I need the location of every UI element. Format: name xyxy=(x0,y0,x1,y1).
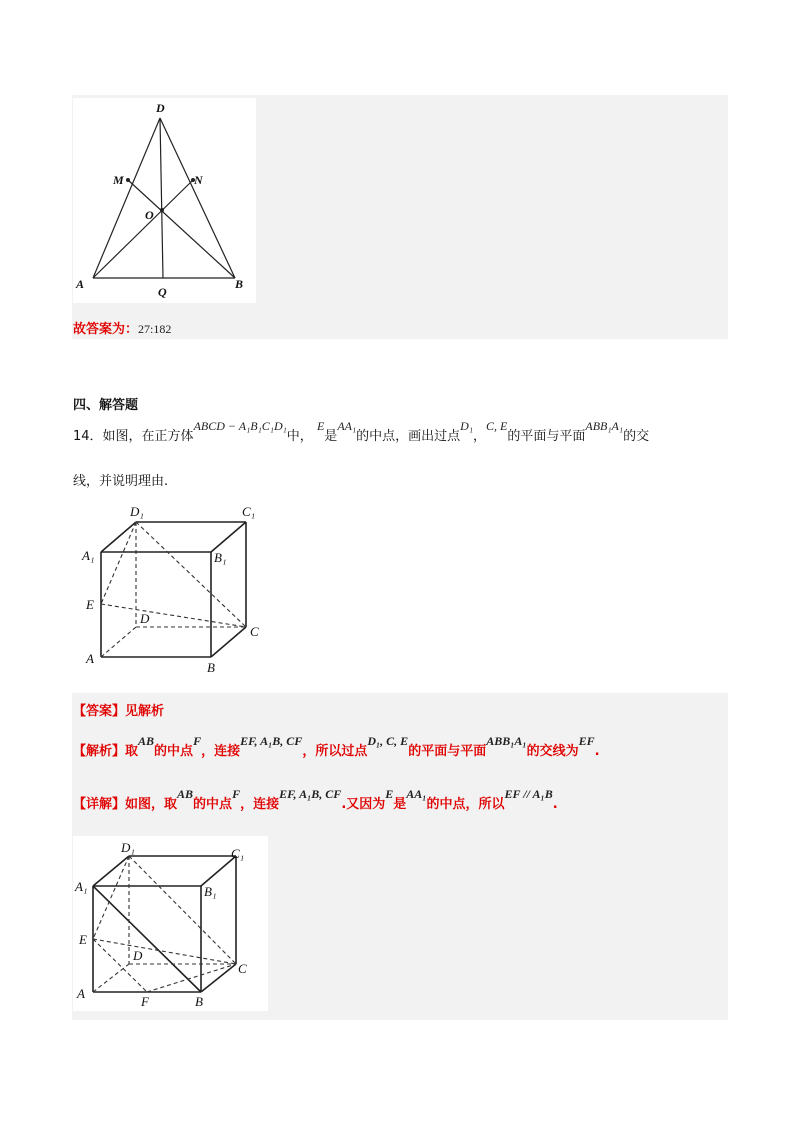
detail-text-4: .又因为 xyxy=(341,797,386,812)
math-d1-c-e: D₁, C, E xyxy=(367,734,409,748)
cube-solution-figure xyxy=(73,836,268,1011)
math-cube: ABCD − A₁B₁C₁D₁ xyxy=(193,419,287,433)
problem-14-line-1 xyxy=(73,419,650,444)
detail-line xyxy=(73,787,558,812)
cube-label-b1: B₁ xyxy=(214,550,227,565)
math-ef-parallel-a1b: EF // A₁B xyxy=(504,787,553,801)
math-ce: C, E xyxy=(486,419,508,433)
math-d1: D₁ xyxy=(460,419,474,433)
cube-label-a1: A₁ xyxy=(82,548,95,563)
math-ef-a1b-cf-2: EF, A₁B, CF xyxy=(279,787,342,801)
solution-label-b: B xyxy=(195,994,203,1009)
answer-14-line xyxy=(73,700,164,719)
math-ef-a1b-cf: EF, A₁B, CF xyxy=(240,734,303,748)
problem-14-line-2: 线，并说明理由. xyxy=(73,474,169,489)
triangle-figure xyxy=(73,98,256,303)
math-aa1-2: AA₁ xyxy=(406,787,427,801)
point-label-n: N xyxy=(194,173,203,187)
cube-label-a: A xyxy=(86,651,94,666)
problem-text-7: 的交 xyxy=(623,429,650,444)
section-title: 四、解答题 xyxy=(73,398,139,413)
solution-label-b1: B₁ xyxy=(204,884,217,899)
math-ab-2: AB xyxy=(177,787,194,801)
problem-text-5: ， xyxy=(473,429,487,444)
solution-label-d1: D₁ xyxy=(121,840,135,855)
analysis-text-7: . xyxy=(594,744,600,759)
solution-label-a: A xyxy=(77,986,85,1001)
analysis-line xyxy=(73,734,600,759)
detail-text-7: . xyxy=(552,797,558,812)
solution-label-f: F xyxy=(141,994,149,1009)
math-aa1: AA₁ xyxy=(337,419,357,433)
detail-tag: 【详解】 xyxy=(73,797,126,812)
analysis-text-1: 取 xyxy=(125,744,139,759)
problem-text-4: 的中点，画出过点 xyxy=(356,429,461,444)
math-e: E xyxy=(316,419,325,433)
cube-figure xyxy=(76,500,276,675)
math-abb1a1: ABB₁A₁ xyxy=(585,419,624,433)
point-label-m: M xyxy=(113,173,124,187)
analysis-tag: 【解析】 xyxy=(73,744,126,759)
analysis-text-6: 的交线为 xyxy=(526,744,579,759)
detail-text-5: 是 xyxy=(393,797,407,812)
math-e-2: E xyxy=(385,787,394,801)
analysis-text-2: 的中点 xyxy=(154,744,194,759)
answer-13-line xyxy=(73,318,171,337)
detail-text-1: 如图，取 xyxy=(125,797,178,812)
answer-13-value: 27:182 xyxy=(138,322,172,336)
solution-label-c1: C₁ xyxy=(231,846,245,861)
detail-text-3: ，连接 xyxy=(240,797,280,812)
solution-label-d: D xyxy=(133,948,143,963)
math-f-2: F xyxy=(232,787,241,801)
cube-label-e: E xyxy=(86,597,94,612)
detail-text-2: 的中点 xyxy=(193,797,233,812)
cube-label-d1: D₁ xyxy=(130,504,144,519)
detail-text-6: 的中点，所以 xyxy=(426,797,505,812)
solution-label-c: C xyxy=(238,961,247,976)
analysis-text-3: ，连接 xyxy=(201,744,241,759)
math-ab: AB xyxy=(138,734,155,748)
problem-text-6: 的平面与平面 xyxy=(507,429,586,444)
math-abb1a1-2: ABB₁A₁ xyxy=(486,734,527,748)
cube-label-c1: C₁ xyxy=(242,504,256,519)
math-ef: EF xyxy=(578,734,595,748)
point-label-d: D xyxy=(156,101,165,115)
math-f: F xyxy=(193,734,202,748)
solution-label-e: E xyxy=(79,932,87,947)
cube-label-d: D xyxy=(140,611,150,626)
problem-text-1: 如图，在正方体 xyxy=(102,429,194,444)
problem-number: 14． xyxy=(73,429,103,444)
point-label-a: A xyxy=(76,277,85,291)
answer-text: 见解析 xyxy=(125,704,165,719)
answer-13-label: 故答案为： xyxy=(73,322,139,337)
problem-text-2: 中， xyxy=(286,429,313,444)
analysis-text-4: ，所以过点 xyxy=(302,744,368,759)
problem-text-3: 是 xyxy=(324,429,338,444)
point-label-q: Q xyxy=(158,285,167,299)
cube-label-b: B xyxy=(207,660,215,675)
solution-label-a1: A₁ xyxy=(75,879,88,894)
cube-label-c: C xyxy=(250,624,259,639)
analysis-text-5: 的平面与平面 xyxy=(408,744,487,759)
point-label-b: B xyxy=(235,277,244,291)
answer-tag: 【答案】 xyxy=(73,704,126,719)
point-label-o: O xyxy=(145,208,154,222)
